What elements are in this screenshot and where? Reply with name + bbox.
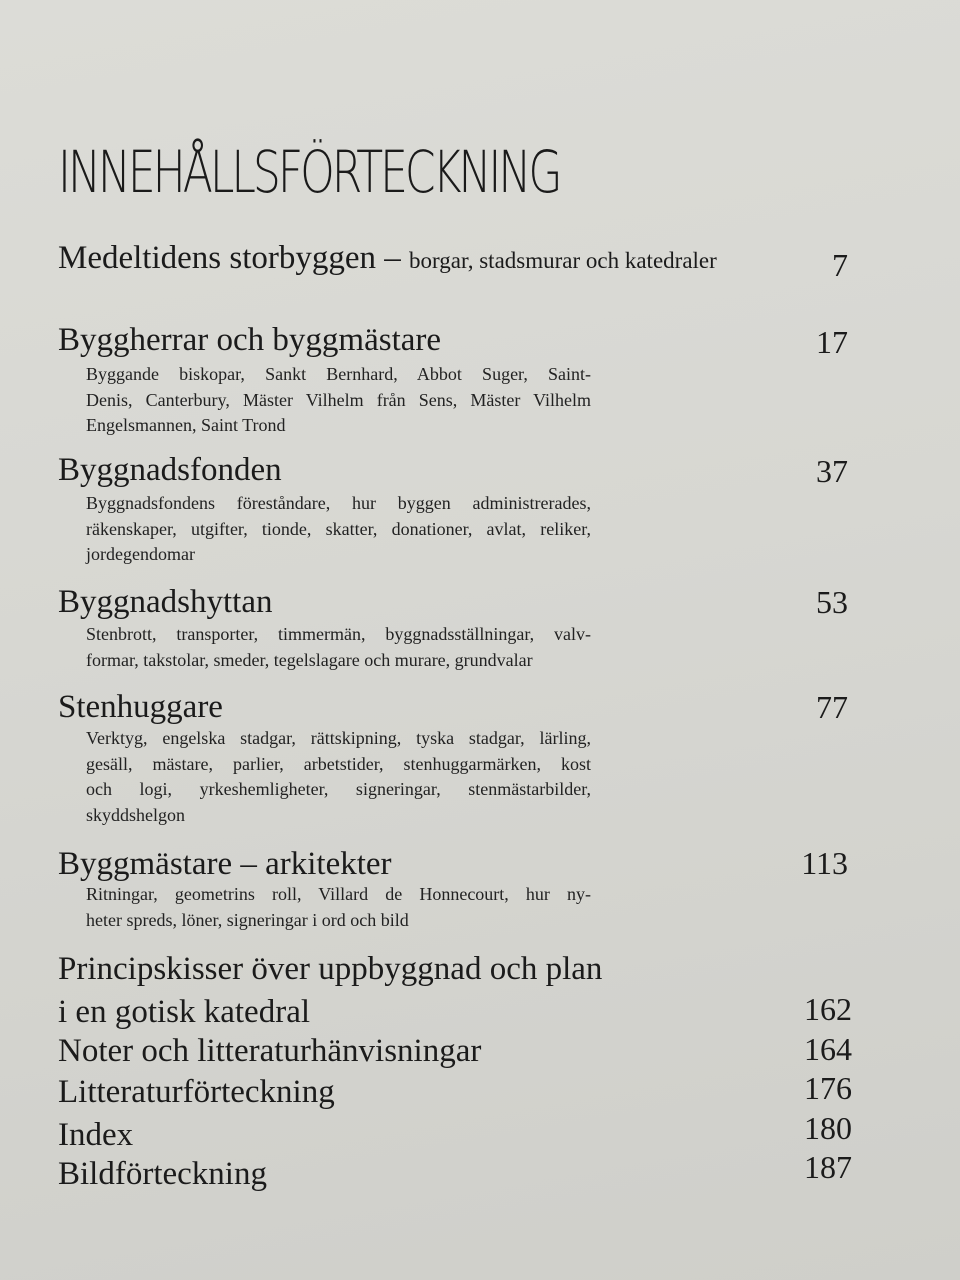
description-line: och logi, yrkeshemligheter, signeringar, stenmästarbilder, — [86, 779, 591, 799]
appendix-page-number: 162 — [804, 991, 852, 1027]
description-line: Stenbrott, transporter, timmermän, byggnadsställningar, valv- — [86, 624, 591, 644]
appendix-heading: Principskisser över uppbyggnad och plan — [58, 951, 603, 987]
chapter-description — [86, 622, 591, 673]
appendix-page-number: 187 — [804, 1149, 852, 1185]
description-line: Engelsmannen, Saint Trond — [86, 415, 286, 435]
intro-page-number: 7 — [832, 247, 848, 283]
chapter-heading: Byggmästare – arkitekter — [58, 846, 392, 882]
chapter-page-number: 17 — [816, 324, 848, 360]
description-line: skyddshelgon — [86, 804, 185, 825]
chapter-heading: Byggnadshyttan — [58, 584, 273, 620]
chapter-heading: Stenhuggare — [58, 689, 223, 725]
description-line: Denis, Canterbury, Mäster Vilhelm från Sens, Mäster Vilhelm — [86, 389, 591, 410]
description-line: formar, takstolar, smeder, tegelslagare och murare, grundvalar — [86, 649, 533, 670]
intro-heading: Medeltidens storbyggen — [58, 240, 377, 276]
description-line: Verktyg, engelska stadgar, rättskipning, tyska stadgar, lärling, — [86, 728, 591, 748]
chapter-page-number: 113 — [801, 845, 848, 881]
description-line: gesäll, mästare, parlier, arbetstider, stenhuggarmärken, kost — [86, 753, 591, 774]
appendix-page-number: 180 — [804, 1110, 852, 1146]
description-line: jordegendomar — [86, 544, 195, 564]
appendix-heading: Index — [58, 1117, 134, 1153]
chapter-page-number: 53 — [816, 584, 848, 620]
appendix-heading: Bildförteckning — [58, 1156, 267, 1192]
appendix-heading: i en gotisk katedral — [58, 994, 311, 1030]
appendix-page-number: 176 — [804, 1070, 852, 1106]
intro-subheading: borgar, stadsmurar och katedraler — [409, 248, 717, 273]
chapter-description — [86, 726, 591, 828]
chapter-description — [86, 362, 591, 439]
description-line: Byggande biskopar, Sankt Bernhard, Abbot Suger, Saint- — [86, 364, 591, 384]
chapter-heading: Byggherrar och byggmästare — [58, 322, 442, 358]
chapter-heading: Byggnadsfonden — [58, 452, 282, 488]
chapter-description — [86, 491, 591, 568]
appendix-heading: Noter och litteraturhänvisningar — [58, 1033, 482, 1069]
description-line: heter spreds, löner, signeringar i ord och bild — [86, 909, 409, 930]
page-title: INNEHÅLLSFÖRTECKNING — [58, 138, 560, 206]
intro-dash: – — [376, 240, 410, 276]
description-line: Ritningar, geometrins roll, Villard de Honnecourt, hur ny- — [86, 884, 591, 904]
appendix-heading: Litteraturförteckning — [58, 1074, 335, 1110]
chapter-description — [86, 882, 591, 933]
description-line: Byggnadsfondens föreståndare, hur byggen administrerades, — [86, 493, 591, 513]
intro-entry — [58, 240, 717, 277]
appendix-page-number: 164 — [804, 1031, 852, 1067]
description-line: räkenskaper, utgifter, tionde, skatter, donationer, avlat, reliker, — [86, 518, 591, 539]
chapter-page-number: 77 — [816, 689, 848, 725]
chapter-page-number: 37 — [816, 453, 848, 489]
